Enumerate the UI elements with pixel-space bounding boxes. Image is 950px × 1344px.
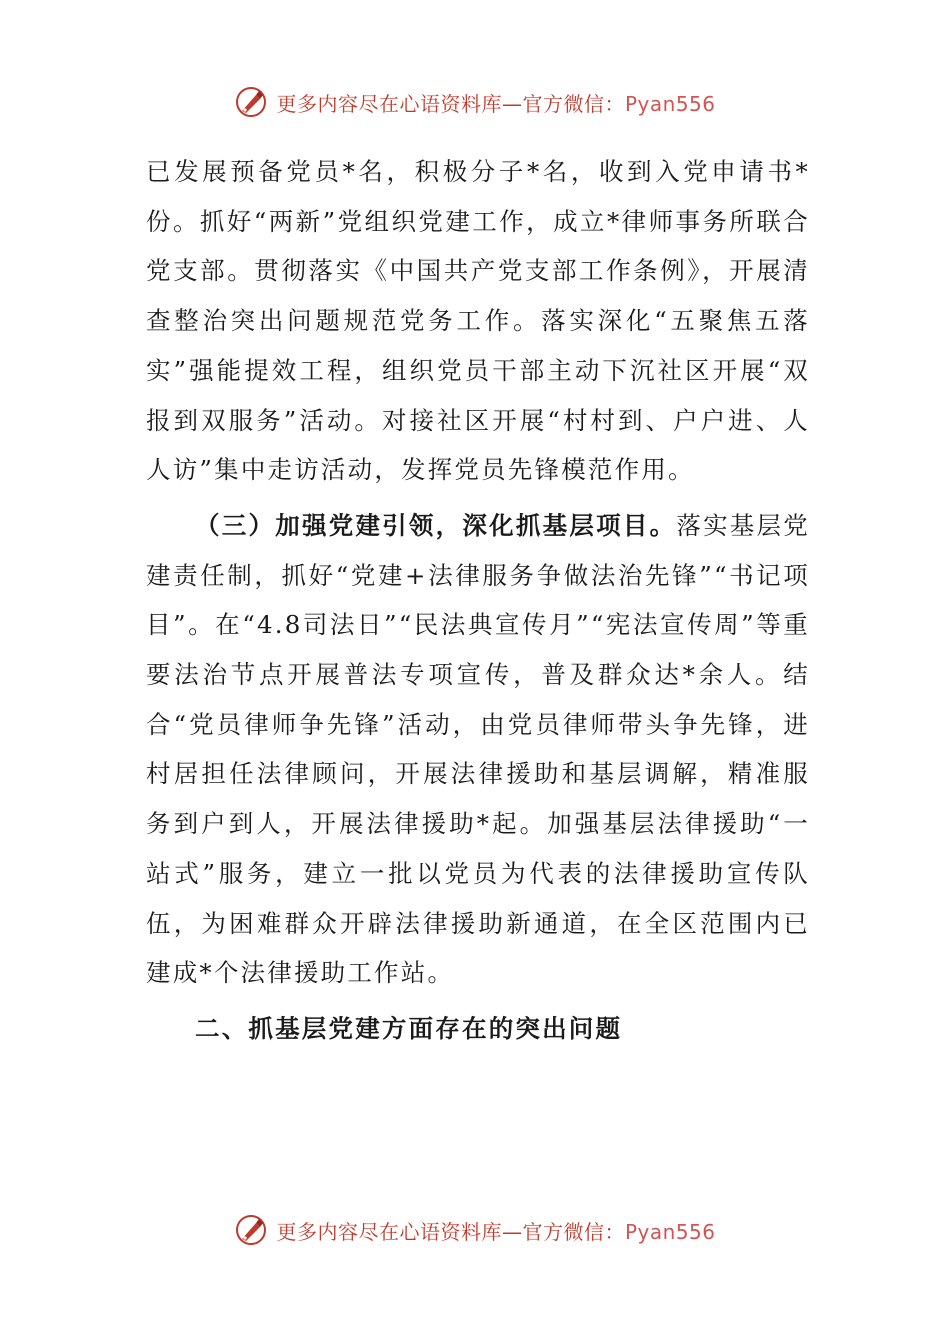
- footer-banner: [0, 1210, 950, 1250]
- header-banner-label: 更多内容尽在心语资料库—官方微信：: [276, 91, 625, 116]
- paragraph-section-3: [146, 501, 810, 998]
- footer-banner-text: [276, 1216, 715, 1245]
- subsection-body: 落实基层党建责任制，抓好“党建+法律服务争做法治先锋”“书记项目”。在“4.8司法日”“民法典宣传月”“宪法宣传周”等重要法治节点开展普法专项宣传，普及群众达*余人。结合“党员律师争先锋”活动，由党员律师带头争先锋，进村居担任法律顾问，开展法律援助和基层调解，精准服务到户到人，开展法律援助*起。加强基层法律援助“一站式”服务，建立一批以党员为代表的法律援助宣传队伍，为困难群众开辟法律援助新通道，在全区范围内已建成*个法律援助工作站。: [146, 510, 810, 988]
- footer-wechat-id: Pyan556: [624, 1219, 716, 1244]
- header-wechat-id: Pyan556: [624, 91, 716, 116]
- subsection-heading: （三）加强党建引领，深化抓基层项目。: [195, 510, 677, 540]
- header-banner-text: [276, 88, 715, 117]
- footer-banner-label: 更多内容尽在心语资料库—官方微信：: [276, 1219, 625, 1244]
- section-heading: 二、抓基层党建方面存在的突出问题: [195, 1013, 623, 1043]
- paragraph-continued: 已发展预备党员*名，积极分子*名，收到入党申请书*份。抓好“两新”党组织党建工作，成立*律师事务所联合党支部。贯彻落实《中国共产党支部工作条例》，开展清查整治突出问题规范党务工作。落实深化“五聚焦五落实”强能提效工程，组织党员干部主动下沉社区开展“双报到双服务”活动。对接社区开展“村村到、户户进、人人访”集中走访活动，发挥党员先锋模范作用。: [146, 157, 810, 485]
- pen-nib-logo-icon: [234, 1213, 268, 1247]
- header-banner: [0, 82, 950, 122]
- pen-nib-logo-icon: [234, 85, 268, 119]
- document-body: [146, 147, 810, 1054]
